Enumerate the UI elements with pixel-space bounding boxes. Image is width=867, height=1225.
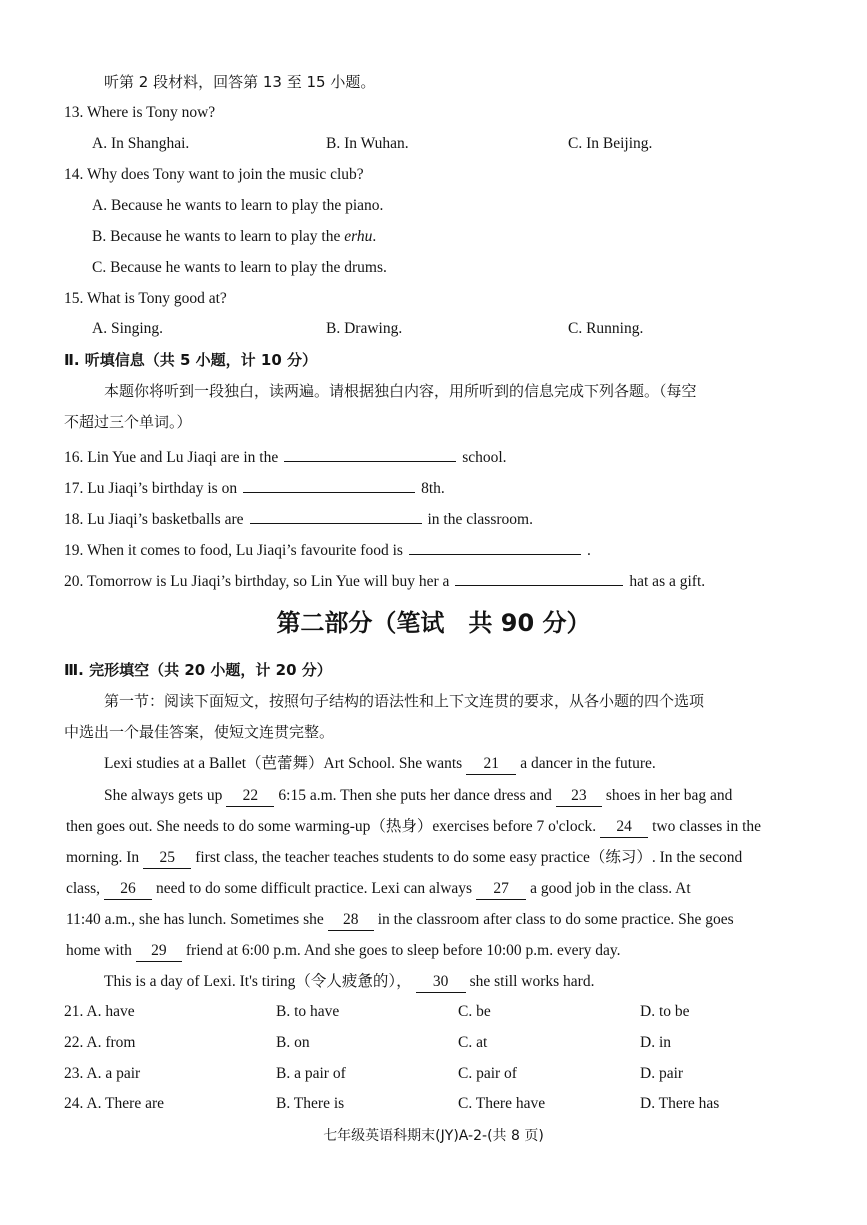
q23-option-b: B. a pair of (276, 1065, 346, 1082)
blank-23[interactable]: 23 (556, 786, 602, 807)
q22-option-c: C. at (458, 1034, 488, 1051)
passage-text: a good job in the class. At (530, 880, 691, 897)
passage-line-5 (66, 879, 691, 900)
passage-text: She always gets up (104, 787, 223, 804)
passage-text: she still works hard. (469, 973, 595, 990)
q14-option-a: A. Because he wants to learn to play the piano. (92, 197, 384, 214)
q22-option-d: D. in (640, 1034, 671, 1051)
q23-option-d: D. pair (640, 1065, 684, 1082)
q23-option-c: C. pair of (458, 1065, 517, 1082)
passage-text: morning. In (66, 849, 140, 866)
passage-text: 11:40 a.m., she has lunch. Sometimes she (66, 911, 324, 928)
passage-line-2 (104, 786, 732, 807)
passage-text: Lexi studies at a Ballet（芭蕾舞）Art School. She wants (104, 755, 463, 772)
blank-21[interactable]: 21 (466, 754, 516, 775)
q18 (64, 507, 533, 530)
q15-option-b: B. Drawing. (326, 320, 403, 337)
blank-27[interactable]: 27 (476, 879, 526, 900)
q22-option-a: 22. A. from (64, 1034, 136, 1051)
passage-text: need to do some difficult practice. Lexi can always (156, 880, 473, 897)
q19-text: 19. When it comes to food, Lu Jiaqi’s favourite food is (64, 542, 403, 559)
passage-text: shoes in her bag and (605, 787, 733, 804)
passage-text: This is a day of Lexi. It's tiring（令人疲惫的）， (104, 973, 412, 990)
section-iii-heading: Ⅲ. 完形填空（共 20 小题，计 20 分） (64, 661, 332, 679)
q21-option-c: C. be (458, 1003, 491, 1020)
blank-24[interactable]: 24 (600, 817, 648, 838)
passage-line-6 (66, 910, 734, 931)
passage-line-8 (104, 972, 594, 993)
q16-answer-blank[interactable] (284, 445, 456, 462)
passage-text: in the classroom after class to do some practice. She goes (377, 911, 734, 928)
passage-line-1 (104, 754, 656, 775)
q17 (64, 476, 445, 499)
q19-text-end: . (586, 542, 591, 559)
passage-text: friend at 6:00 p.m. And she goes to sleep before 10:00 p.m. every day. (185, 942, 621, 959)
page-footer: 七年级英语科期末(JY)A-2-(共 8 页) (323, 1128, 544, 1144)
passage-text: home with (66, 942, 132, 959)
passage-text: 6:15 a.m. Then she puts her dance dress and (278, 787, 552, 804)
section-iii-instruction-1: 第一节：阅读下面短文，按照句子结构的语法性和上下文连贯的要求，从各小题的四个选项 (104, 692, 705, 710)
q24-option-b: B. There is (276, 1095, 345, 1112)
section-ii-instruction-2: 不超过三个单词。） (64, 413, 192, 431)
q13-option-b: B. In Wuhan. (326, 135, 409, 152)
q15-option-c: C. Running. (568, 320, 644, 337)
section2-intro: 听第 2 段材料，回答第 13 至 15 小题。 (104, 73, 376, 91)
q14-stem: 14. Why does Tony want to join the music club? (64, 166, 364, 183)
passage-text: then goes out. She needs to do some warming-up（热身）exercises before 7 o'clock. (66, 818, 597, 835)
passage-text: first class, the teacher teaches students to do some easy practice（练习）. In the second (195, 849, 743, 866)
blank-25[interactable]: 25 (143, 848, 191, 869)
q17-text: 17. Lu Jiaqi’s birthday is on (64, 480, 238, 497)
q16-text: 16. Lin Yue and Lu Jiaqi are in the (64, 449, 279, 466)
q20-text-end: hat as a gift. (629, 573, 706, 590)
passage-text: class, (66, 880, 101, 897)
q20 (64, 569, 705, 592)
q21-option-a: 21. A. have (64, 1003, 135, 1020)
q13-stem: 13. Where is Tony now? (64, 104, 216, 121)
section-ii-instruction-1: 本题你将听到一段独白，读两遍。请根据独白内容，用所听到的信息完成下列各题。（每空 (104, 382, 697, 400)
blank-22[interactable]: 22 (226, 786, 274, 807)
section-ii-heading: Ⅱ. 听填信息（共 5 小题，计 10 分） (64, 351, 318, 369)
section-iii-instruction-2: 中选出一个最佳答案，使短文连贯完整。 (64, 723, 335, 741)
q17-answer-blank[interactable] (243, 476, 415, 493)
passage-text: a dancer in the future. (520, 755, 656, 772)
q19-answer-blank[interactable] (409, 538, 581, 555)
blank-26[interactable]: 26 (104, 879, 152, 900)
q16 (64, 445, 507, 468)
q18-text: 18. Lu Jiaqi’s basketballs are (64, 511, 244, 528)
q13-option-c: C. In Beijing. (568, 135, 653, 152)
q15-stem: 15. What is Tony good at? (64, 290, 227, 307)
passage-line-7 (66, 941, 621, 962)
blank-30[interactable]: 30 (416, 972, 466, 993)
q14-option-c: C. Because he wants to learn to play the drums. (92, 259, 387, 276)
q14-option-b: B. Because he wants to learn to play the erhu. (92, 228, 377, 245)
part-two-title: 第二部分（笔试 共 90 分） (276, 609, 591, 637)
q21-option-b: B. to have (276, 1003, 340, 1020)
q20-text: 20. Tomorrow is Lu Jiaqi’s birthday, so Lin Yue will buy her a (64, 573, 450, 590)
blank-29[interactable]: 29 (136, 941, 182, 962)
q23-option-a: 23. A. a pair (64, 1065, 141, 1082)
passage-text: two classes in the (652, 818, 762, 835)
q24-option-c: C. There have (458, 1095, 546, 1112)
q18-text-end: in the classroom. (427, 511, 533, 528)
q17-text-end: 8th. (421, 480, 445, 497)
q15-option-a: A. Singing. (92, 320, 164, 337)
erhu-italic: erhu (344, 228, 373, 245)
q16-text-end: school. (462, 449, 507, 466)
passage-line-4 (66, 848, 742, 869)
q24-option-a: 24. A. There are (64, 1095, 164, 1112)
q19 (64, 538, 591, 561)
q24-option-d: D. There has (640, 1095, 720, 1112)
q22-option-b: B. on (276, 1034, 310, 1051)
passage-line-3 (66, 817, 761, 838)
q20-answer-blank[interactable] (455, 569, 623, 586)
q18-answer-blank[interactable] (250, 507, 422, 524)
q21-option-d: D. to be (640, 1003, 690, 1020)
blank-28[interactable]: 28 (328, 910, 374, 931)
q13-option-a: A. In Shanghai. (92, 135, 190, 152)
